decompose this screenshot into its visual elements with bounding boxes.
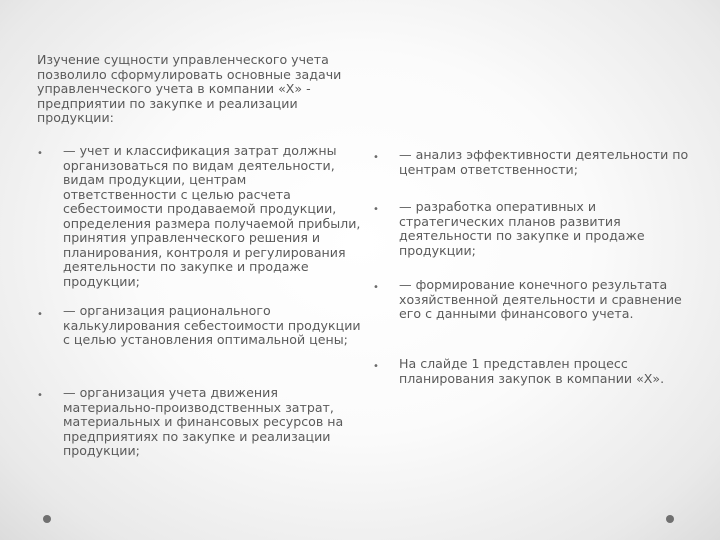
decorative-dot-icon	[666, 515, 674, 523]
intro-paragraph: Изучение сущности управленческого учета позволило сформулировать основные задачи управленческого учета в компании «Х» - предприятии по закупке и реализации продукции:	[37, 52, 342, 125]
bullet-icon: •	[37, 390, 43, 401]
list-item-text: — организация рационального калькулирования себестоимости продукции с целью установления оптимальной цены;	[63, 303, 361, 347]
list-item-text: На слайде 1 представлен процесс планирования закупок в компании «Х».	[399, 356, 665, 386]
bullet-icon: •	[37, 309, 43, 320]
bullet-icon: •	[373, 204, 379, 215]
list-item-text: — формирование конечного результата хозяйственной деятельности и сравнение его с данными финансового учета.	[399, 277, 682, 321]
bullet-icon: •	[373, 152, 379, 163]
list-item-text: — анализ эффективности деятельности по центрам ответственности;	[399, 147, 689, 177]
list-item-text: — учет и классификация затрат должны организоваться по видам деятельности, видам продукции, центрам ответственности с целью расчета себестоимости продаваемой продукции, определения размера получаемой прибыли, принятия управленческого решения и планирования, контроля и регулирования деятельности по закупке и продаже продукции;	[63, 143, 361, 289]
decorative-dot-icon	[43, 515, 51, 523]
list-item-text: — организация учета движения материально-производственных затрат, материальных и финансовых ресурсов на предприятиях по закупке и реализации продукции;	[63, 385, 344, 458]
bullet-icon: •	[37, 148, 43, 159]
bullet-icon: •	[373, 361, 379, 372]
bullet-icon: •	[373, 282, 379, 293]
list-item-text: — разработка оперативных и стратегических планов развития деятельности по закупке и продаже продукции;	[399, 199, 645, 258]
